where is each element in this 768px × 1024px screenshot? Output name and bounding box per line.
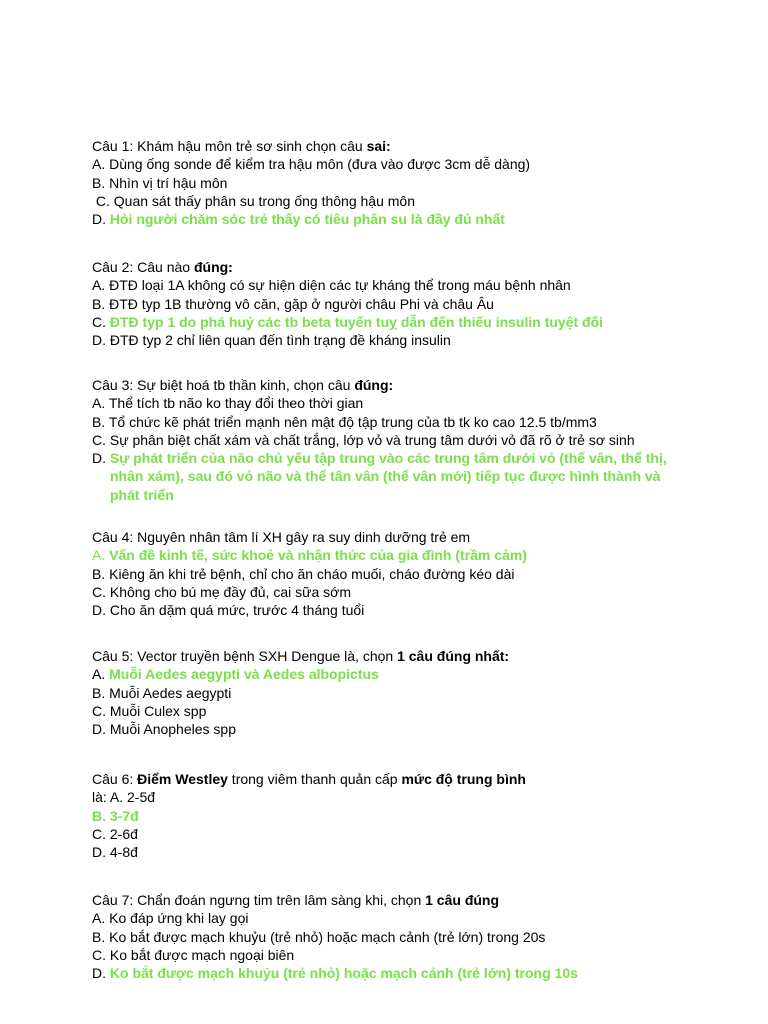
question-4 xyxy=(92,528,728,619)
question-1 xyxy=(92,137,728,228)
question-6 xyxy=(92,770,728,861)
option-b: B. Nhìn vị trí hậu môn xyxy=(92,174,228,191)
stem-emphasis: 1 câu đúng nhất: xyxy=(397,648,510,664)
question-stem xyxy=(92,376,728,394)
correct-answer xyxy=(92,665,728,683)
option-d: D. 4-8đ xyxy=(92,844,138,861)
option-a: A. Ko đáp ứng khi lay gọi xyxy=(92,910,249,927)
option-b: B. Muỗi Aedes aegypti xyxy=(92,684,232,701)
option-c: C. Sự phân biệt chất xám và chất trắng, lớp vỏ và trung tâm dưới vỏ đã rõ ở trẻ sơ sinh xyxy=(92,431,635,448)
question-stem xyxy=(92,258,728,276)
correct-answer xyxy=(92,449,728,504)
answer-text: Vấn đề kinh tế, sức khoẻ và nhận thức của gia đình (trầm cảm) xyxy=(109,547,527,564)
option-a: A. Thể tích tb não ko thay đổi theo thời gian xyxy=(92,395,364,412)
answer-letter: D. xyxy=(92,211,110,228)
option-c: C. Không cho bú mẹ đầy đủ, cai sữa sớm xyxy=(92,583,352,600)
question-stem xyxy=(92,770,728,788)
answer-letter: C. xyxy=(92,313,110,330)
stem-text: Câu 7: Chẩn đoán ngưng tim trên lâm sàng khi, chọn xyxy=(92,892,426,908)
stem-text: Câu 1: Khám hậu môn trẻ sơ sinh chọn câu xyxy=(92,138,367,154)
option-b: B. ĐTĐ typ 1B thường vô căn, gặp ở người châu Phi và châu Âu xyxy=(92,295,494,312)
question-7 xyxy=(92,891,728,982)
answer-letter: A. xyxy=(92,666,110,683)
question-stem: Câu 4: Nguyên nhân tâm lí XH gây ra suy dinh dưỡng trẻ em xyxy=(92,529,471,545)
question-3 xyxy=(92,376,728,504)
stem-emphasis: đúng: xyxy=(193,259,233,275)
option-b: B. Ko bắt được mạch khuỷu (trẻ nhỏ) hoặc mạch cảnh (trẻ lớn) trong 20s xyxy=(92,928,546,945)
question-stem xyxy=(92,137,728,155)
answer-text: Sự phát triển của não chủ yếu tập trung vào các trung tâm dưới vỏ (thể vân, thể thị, nhân xám), sau đó vỏ não và thể tân vân (thể vân mới) tiếp tục được hình thành và phát triển xyxy=(109,450,667,503)
stem-text: Câu 6: xyxy=(92,771,138,787)
answer-letter: A. xyxy=(92,547,110,564)
stem-text: Câu 5: Vector truyền bệnh SXH Dengue là, chọn xyxy=(92,648,398,664)
answer-letter: D. xyxy=(92,965,110,982)
stem-text-mid: trong viêm thanh quản cấp xyxy=(227,771,402,787)
stem-continuation: là: A. 2-5đ xyxy=(92,789,156,806)
option-c: C. Muỗi Culex spp xyxy=(92,702,207,719)
stem-text: Câu 3: Sự biệt hoá tb thần kinh, chọn câu xyxy=(92,377,355,393)
question-stem xyxy=(92,891,728,909)
question-stem xyxy=(92,647,728,665)
stem-emphasis: Điểm Westley xyxy=(137,771,228,787)
stem-emphasis: sai: xyxy=(366,138,391,154)
correct-answer xyxy=(92,313,728,331)
option-d: D. Cho ăn dặm quá mức, trước 4 tháng tuổi xyxy=(92,602,365,619)
answer-text: Ko bắt được mạch khuỷu (trẻ nhỏ) hoặc mạch cảnh (trẻ lớn) trong 10s xyxy=(109,965,578,982)
answer-text: Hỏi người chăm sóc trẻ thấy có tiêu phân su là đầy đủ nhất xyxy=(109,211,505,228)
question-2 xyxy=(92,258,728,349)
option-d: D. ĐTĐ typ 2 chỉ liên quan đến tình trạng đề kháng insulin xyxy=(92,332,451,349)
option-c: C. Ko bắt được mạch ngoại biên xyxy=(92,946,295,963)
stem-emphasis: đúng: xyxy=(354,377,394,393)
correct-answer xyxy=(92,546,728,564)
answer-letter: D. xyxy=(92,450,110,467)
option-c: C. Quan sát thấy phân su trong ống thông hậu môn xyxy=(92,192,415,209)
option-c: C. 2-6đ xyxy=(92,825,138,842)
option-a: A. Dùng ống sonde để kiểm tra hậu môn (đưa vào được 3cm dễ dàng) xyxy=(92,156,531,173)
stem-emphasis-2: mức độ trung bình xyxy=(401,771,526,787)
option-b: B. Tổ chức kẽ phát triển mạnh nên mật độ tập trung của tb tk ko cao 12.5 tb/mm3 xyxy=(92,413,597,430)
answer-text: Muỗi Aedes aegypti và Aedes albopictus xyxy=(109,666,379,683)
option-a: A. ĐTĐ loại 1A không có sự hiện diện các tự kháng thể trong máu bệnh nhân xyxy=(92,277,571,294)
correct-answer: B. 3-7đ xyxy=(92,807,139,824)
option-d: D. Muỗi Anopheles spp xyxy=(92,721,236,738)
correct-answer xyxy=(92,964,728,982)
correct-answer xyxy=(92,210,728,228)
stem-emphasis: 1 câu đúng xyxy=(425,892,500,908)
stem-text: Câu 2: Câu nào xyxy=(92,259,194,275)
option-b: B. Kiêng ăn khi trẻ bệnh, chỉ cho ăn cháo muối, cháo đường kéo dài xyxy=(92,565,515,582)
question-5 xyxy=(92,647,728,738)
answer-text: ĐTĐ typ 1 do phá huỷ các tb beta tuyến tuỵ dẫn đến thiếu insulin tuyệt đối xyxy=(109,313,604,330)
